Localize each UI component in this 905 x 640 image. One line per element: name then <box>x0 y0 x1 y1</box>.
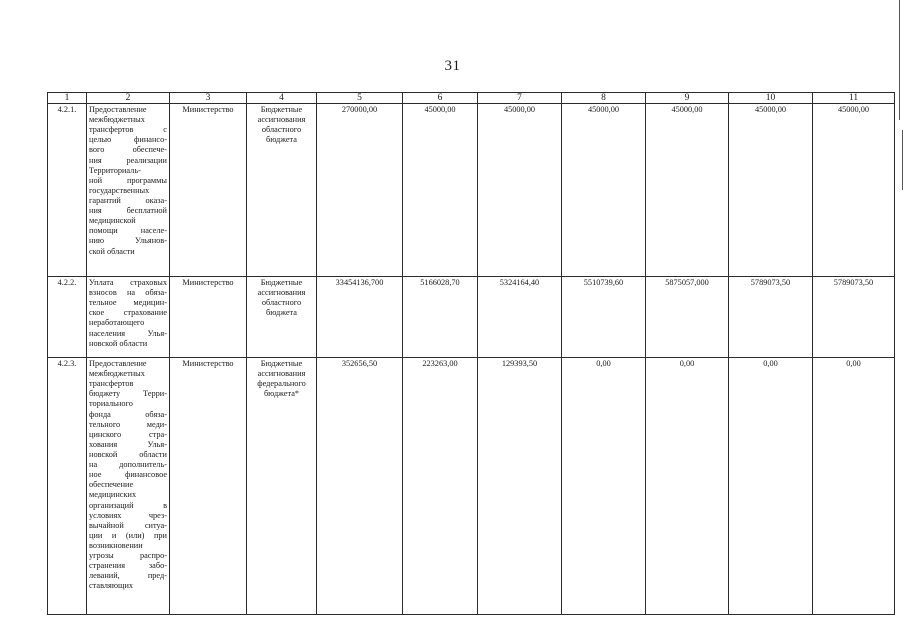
description-line: неработающего <box>89 318 145 328</box>
column-header: 1 <box>48 93 87 104</box>
value-year: 45000,00 <box>729 104 813 277</box>
description-line: Предоставление <box>89 359 147 368</box>
description-line: ставляющих <box>89 581 134 591</box>
column-header: 7 <box>478 93 562 104</box>
description-line: обеспечение <box>89 480 134 490</box>
value-year: 0,00 <box>562 358 646 615</box>
description-line: новской области <box>89 338 148 348</box>
scan-edge-mark <box>902 130 903 190</box>
description-line: ное финансовое <box>89 470 167 480</box>
description-line: на дополнитель- <box>89 460 167 470</box>
item-funding-source: Бюджетные ассигнования областного бюджета <box>247 104 317 277</box>
description-line: фонда обяза- <box>89 409 167 419</box>
value-year: 129393,50 <box>478 358 562 615</box>
column-header: 5 <box>317 93 403 104</box>
column-header: 4 <box>247 93 317 104</box>
value-year: 5789073,50 <box>813 277 895 358</box>
column-header: 8 <box>562 93 646 104</box>
description-line: тельное медицин- <box>89 298 167 308</box>
column-header: 11 <box>813 93 895 104</box>
item-executor: Министерство <box>170 277 247 358</box>
description-line: вого обеспече- <box>89 145 167 155</box>
description-line: гарантий оказа- <box>89 195 167 205</box>
value-total: 33454136,700 <box>317 277 403 358</box>
item-description <box>87 277 170 358</box>
description-line: Предоставление <box>89 105 147 114</box>
table-row <box>48 358 895 615</box>
description-line: Уплата страховых <box>89 278 167 287</box>
description-line: хования Улья- <box>89 439 167 449</box>
value-year: 5789073,50 <box>729 277 813 358</box>
description-line: межбюджетных <box>89 115 145 125</box>
value-year: 5324164,40 <box>478 277 562 358</box>
description-line: странения забо- <box>89 561 167 571</box>
description-line: ния бесплатной <box>89 206 167 216</box>
description-line: тельного меди- <box>89 419 167 429</box>
description-line: нию Ульянов- <box>89 236 167 246</box>
item-funding-source: Бюджетные ассигнования областного бюджета <box>247 277 317 358</box>
value-year: 5875057,000 <box>646 277 729 358</box>
column-header: 3 <box>170 93 247 104</box>
column-header: 6 <box>403 93 478 104</box>
description-line: взносов на обяза- <box>89 288 167 298</box>
item-description <box>87 104 170 277</box>
column-header: 2 <box>87 93 170 104</box>
description-line: межбюджетных <box>89 369 145 379</box>
description-line: помощи населе- <box>89 226 167 236</box>
description-line: трансфертов <box>89 379 134 389</box>
description-line: возникновении <box>89 540 143 550</box>
value-year: 45000,00 <box>562 104 646 277</box>
table-row <box>48 104 895 277</box>
item-executor: Министерство <box>170 104 247 277</box>
description-line: леваний, пред- <box>89 571 167 581</box>
description-line: ское страхование <box>89 308 167 318</box>
description-line: бюджету Терри- <box>89 389 167 399</box>
table-row <box>48 277 895 358</box>
description-line: медицинских <box>89 490 137 500</box>
description-line: населения Улья- <box>89 328 167 338</box>
description-line: ской области <box>89 246 135 256</box>
value-year: 45000,00 <box>646 104 729 277</box>
value-year: 5510739,60 <box>562 277 646 358</box>
description-line: ции и (или) при <box>89 530 167 540</box>
header-row <box>48 93 895 104</box>
description-line: угрозы распро- <box>89 551 167 561</box>
item-number: 4.2.3. <box>48 358 87 615</box>
description-line: вычайной ситуа- <box>89 520 167 530</box>
description-line: медицинской <box>89 216 136 226</box>
page-number: 31 <box>444 58 461 74</box>
value-year: 0,00 <box>646 358 729 615</box>
description-line: целью финансо- <box>89 135 167 145</box>
value-year: 45000,00 <box>813 104 895 277</box>
description-line: ния реализации <box>89 155 167 165</box>
value-total: 352656,50 <box>317 358 403 615</box>
value-year: 223263,00 <box>403 358 478 615</box>
value-total: 270000,00 <box>317 104 403 277</box>
item-executor: Министерство <box>170 358 247 615</box>
column-header: 9 <box>646 93 729 104</box>
description-line: Территориаль- <box>89 165 141 175</box>
description-line: ной программы <box>89 175 167 185</box>
item-number: 4.2.1. <box>48 104 87 277</box>
item-funding-source: Бюджетные ассигнования федерального бюджета* <box>247 358 317 615</box>
column-header: 10 <box>729 93 813 104</box>
item-number: 4.2.2. <box>48 277 87 358</box>
value-year: 45000,00 <box>403 104 478 277</box>
description-line: трансфертов с <box>89 125 167 135</box>
description-line: условиях чрез- <box>89 510 167 520</box>
scan-edge-mark <box>899 0 900 120</box>
value-year: 0,00 <box>729 358 813 615</box>
description-line: организаций в <box>89 500 167 510</box>
value-year: 5166028,70 <box>403 277 478 358</box>
item-description <box>87 358 170 615</box>
value-year: 45000,00 <box>478 104 562 277</box>
description-line: государственных <box>89 185 150 195</box>
description-line: цинского стра- <box>89 429 167 439</box>
description-line: новской области <box>89 449 167 459</box>
description-line: ториального <box>89 399 133 409</box>
value-year: 0,00 <box>813 358 895 615</box>
budget-table <box>47 92 895 615</box>
